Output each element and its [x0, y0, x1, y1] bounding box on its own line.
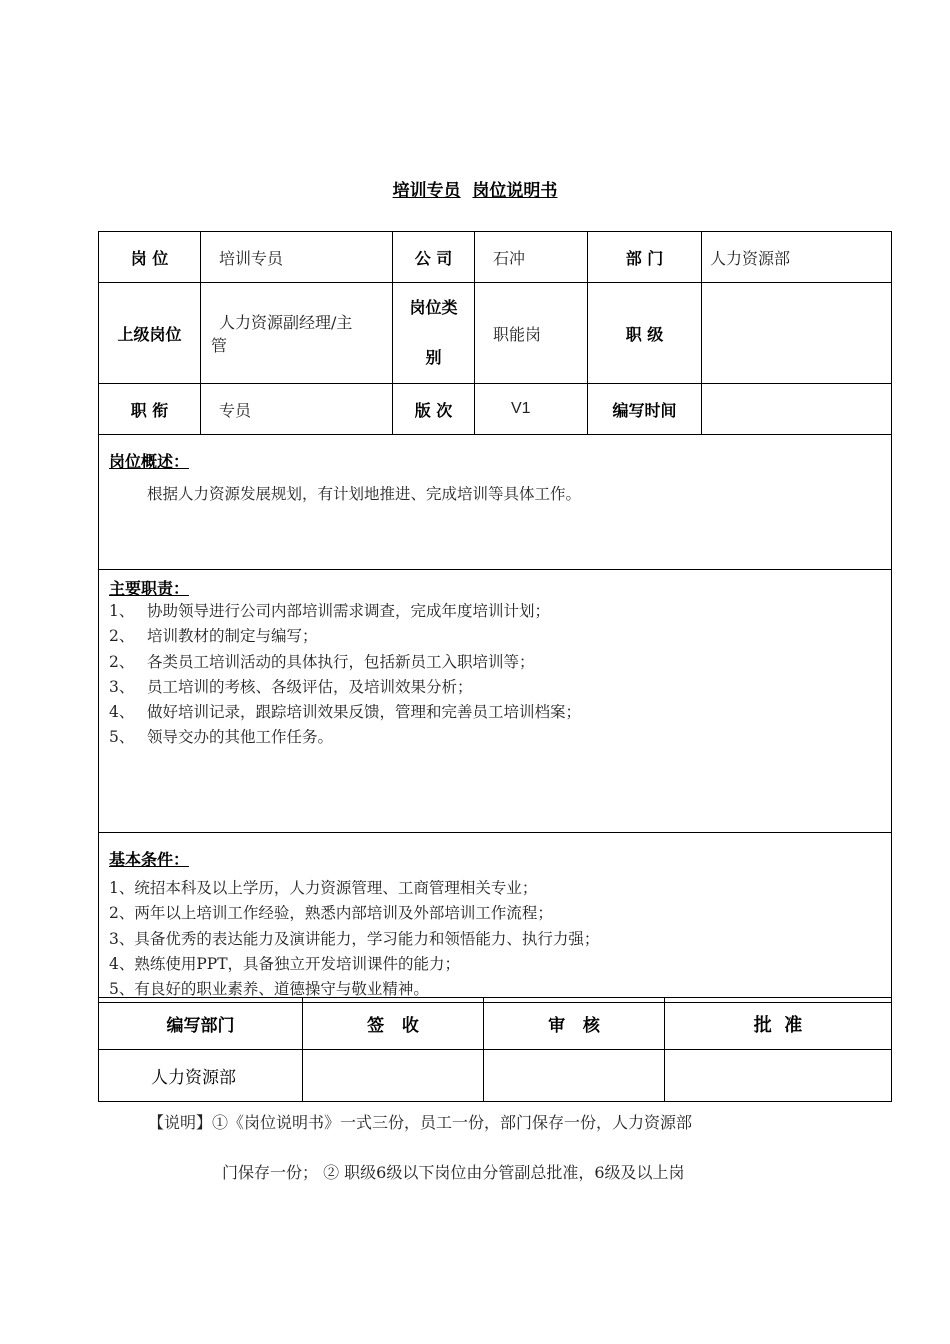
title-position: 培训专员	[392, 181, 461, 201]
position-value: 培训专员	[201, 232, 393, 283]
overview-section	[99, 435, 892, 570]
category-label-line1: 岗位类	[409, 298, 458, 317]
title-label: 职 衔	[99, 384, 201, 435]
category-value: 职能岗	[475, 283, 588, 384]
requirements-row	[99, 833, 892, 1003]
category-label-line2: 别	[425, 348, 442, 367]
requirement-item: 4、熟练使用PPT，具备独立开发培训课件的能力；	[109, 954, 461, 973]
duty-item: 4、 做好培训记录，跟踪培训效果反馈，管理和完善员工培训档案；	[109, 703, 582, 722]
requirement-item: 5、有良好的职业素养、道德操守与敬业精神。	[109, 980, 429, 999]
superior-value-line2: 管	[211, 336, 228, 355]
requirements-heading: 基本条件：	[109, 850, 190, 869]
signoff-header-row	[99, 998, 892, 1050]
info-row-3	[99, 384, 892, 435]
note-line-2: 门保存一份； ② 职级6级以下岗位由分管副总批准，6级及以上岗	[222, 1163, 685, 1182]
title-suffix: 岗位说明书	[472, 181, 558, 201]
duty-item: 3、 员工培训的考核、各级评估，及培训效果分析；	[109, 677, 473, 696]
superior-value-line1: 人力资源副经理/主	[219, 313, 353, 332]
version-label: 版 次	[393, 384, 475, 435]
signoff-value-dept: 人力资源部	[99, 1050, 303, 1102]
position-label: 岗 位	[99, 232, 201, 283]
signoff-value-review	[484, 1050, 665, 1102]
duty-item: 2、 各类员工培训活动的具体执行，包括新员工入职培训等；	[109, 652, 535, 671]
info-row-2	[99, 283, 892, 384]
requirements-section	[99, 833, 892, 1003]
company-value: 石冲	[475, 232, 588, 283]
requirement-item: 3、具备优秀的表达能力及演讲能力，学习能力和领悟能力、执行力强；	[109, 929, 600, 948]
category-label	[393, 283, 475, 384]
signoff-value-receive	[303, 1050, 484, 1102]
page-title	[0, 176, 950, 201]
job-info-table	[98, 231, 892, 1003]
signoff-header-review: 审 核	[484, 998, 665, 1050]
time-label: 编写时间	[588, 384, 702, 435]
note-line-1: 【说明】①《岗位说明书》一式三份，员工一份，部门保存一份，人力资源部	[148, 1113, 693, 1132]
duties-heading: 主要职责：	[109, 579, 190, 598]
superior-value	[201, 283, 393, 384]
signoff-value-approve	[665, 1050, 892, 1102]
overview-row	[99, 435, 892, 570]
requirements-list	[109, 876, 881, 1002]
duties-row	[99, 570, 892, 833]
version-value: V1	[475, 384, 588, 435]
info-row-1	[99, 232, 892, 283]
duties-section	[99, 570, 892, 833]
overview-heading: 岗位概述：	[109, 452, 190, 471]
time-value	[702, 384, 892, 435]
signoff-header-receive: 签 收	[303, 998, 484, 1050]
signoff-header-approve: 批 准	[665, 998, 892, 1050]
duties-list	[109, 599, 881, 751]
grade-label: 职 级	[588, 283, 702, 384]
duty-item: 2、 培训教材的制定与编写；	[109, 627, 318, 646]
dept-value: 人力资源部	[702, 232, 892, 283]
title-value: 专员	[201, 384, 393, 435]
superior-label: 上级岗位	[99, 283, 201, 384]
grade-value	[702, 283, 892, 384]
signoff-header-dept: 编写部门	[99, 998, 303, 1050]
duty-item: 5、 领导交办的其他工作任务。	[109, 728, 334, 747]
company-label: 公 司	[393, 232, 475, 283]
signoff-table	[98, 997, 892, 1102]
requirement-item: 2、两年以上培训工作经验，熟悉内部培训及外部培训工作流程；	[109, 904, 553, 923]
requirement-item: 1、统招本科及以上学历，人力资源管理、工商管理相关专业；	[109, 879, 538, 897]
signoff-value-row	[99, 1050, 892, 1102]
duty-item: 1、 协助领导进行公司内部培训需求调查，完成年度培训计划；	[109, 602, 551, 620]
overview-text: 根据人力资源发展规划，有计划地推进、完成培训等具体工作。	[147, 485, 582, 503]
dept-label: 部 门	[588, 232, 702, 283]
